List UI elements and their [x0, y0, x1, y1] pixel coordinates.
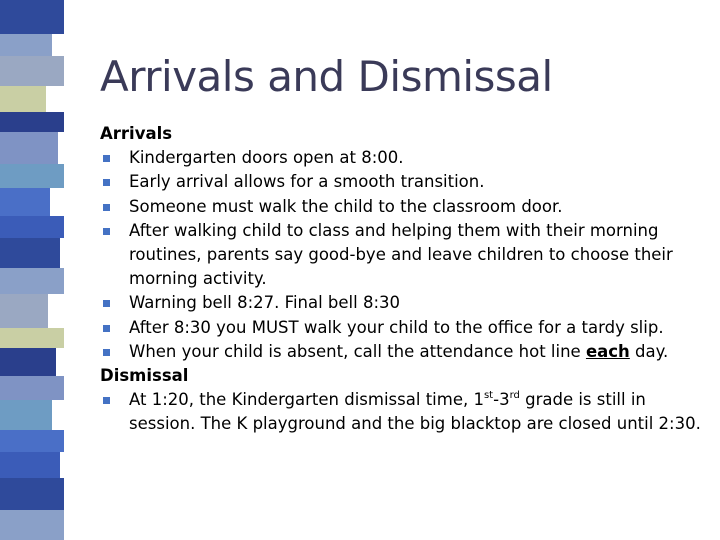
list-item-text: Warning bell 8:27. Final bell 8:30 — [129, 293, 401, 313]
dismissal-sup-1: st — [483, 389, 494, 401]
stripe-block — [0, 86, 46, 112]
stripe-block — [0, 164, 64, 188]
stripe-block — [0, 188, 50, 216]
stripe-block — [0, 400, 52, 430]
list-item — [100, 195, 705, 219]
list-item-text: Someone must walk the child to the classroom door. — [129, 196, 563, 216]
stripe-block — [0, 376, 64, 400]
square-bullet-icon — [103, 155, 110, 162]
dismissal-text-3: grade is still in session. The K playground and the big blacktop are closed until 2:30. — [129, 390, 701, 434]
square-bullet-icon — [103, 228, 110, 235]
list-item — [100, 291, 705, 315]
stripe-block — [0, 0, 64, 34]
stripe-block — [0, 510, 64, 540]
slide-body — [100, 122, 705, 437]
stripe-block — [0, 216, 64, 238]
stripe-block — [0, 348, 56, 376]
slide-title: Arrivals and Dismissal — [100, 52, 553, 101]
square-bullet-icon — [103, 179, 110, 186]
arrivals-heading: Arrivals — [100, 124, 173, 143]
list-item-dismissal — [100, 388, 705, 436]
stripe-block — [0, 452, 60, 478]
dismissal-text-1: At 1:20, the Kindergarten dismissal time, 1 — [129, 390, 484, 410]
list-item — [100, 170, 705, 194]
square-bullet-icon — [103, 204, 110, 211]
list-item-text: Early arrival allows for a smooth transition. — [129, 172, 485, 192]
dismissal-sup-2: rd — [509, 389, 520, 401]
decorative-stripe — [0, 0, 64, 540]
stripe-block — [0, 34, 52, 56]
square-bullet-icon — [103, 349, 110, 356]
dismissal-text-2: -3 — [493, 390, 510, 410]
dismissal-heading: Dismissal — [100, 366, 189, 386]
list-item — [100, 219, 705, 292]
list-item-text: After 8:30 you MUST walk your child to the office for a tardy slip. — [129, 317, 664, 337]
stripe-block — [0, 238, 60, 268]
stripe-block — [0, 478, 64, 510]
stripe-block — [0, 294, 48, 328]
stripe-block — [0, 268, 64, 294]
stripe-block — [0, 132, 58, 164]
list-item — [100, 146, 705, 170]
list-item-absent — [100, 340, 705, 364]
stripe-block — [0, 112, 64, 132]
list-item-text: After walking child to class and helping them with their morning routines, parents say good-bye and leave children to choose their morning activity. — [129, 220, 673, 289]
stripe-block — [0, 56, 64, 86]
square-bullet-icon — [103, 397, 110, 404]
absent-text-emphasis: each — [585, 341, 630, 361]
list-item-text: Kindergarten doors open at 8:00. — [129, 148, 404, 168]
absent-text-after: day. — [629, 341, 669, 361]
absent-text-before: When your child is absent, call the attendance hot line — [129, 341, 586, 361]
list-item — [100, 316, 705, 340]
square-bullet-icon — [103, 325, 110, 332]
stripe-block — [0, 430, 64, 452]
square-bullet-icon — [103, 300, 110, 307]
stripe-block — [0, 328, 64, 348]
